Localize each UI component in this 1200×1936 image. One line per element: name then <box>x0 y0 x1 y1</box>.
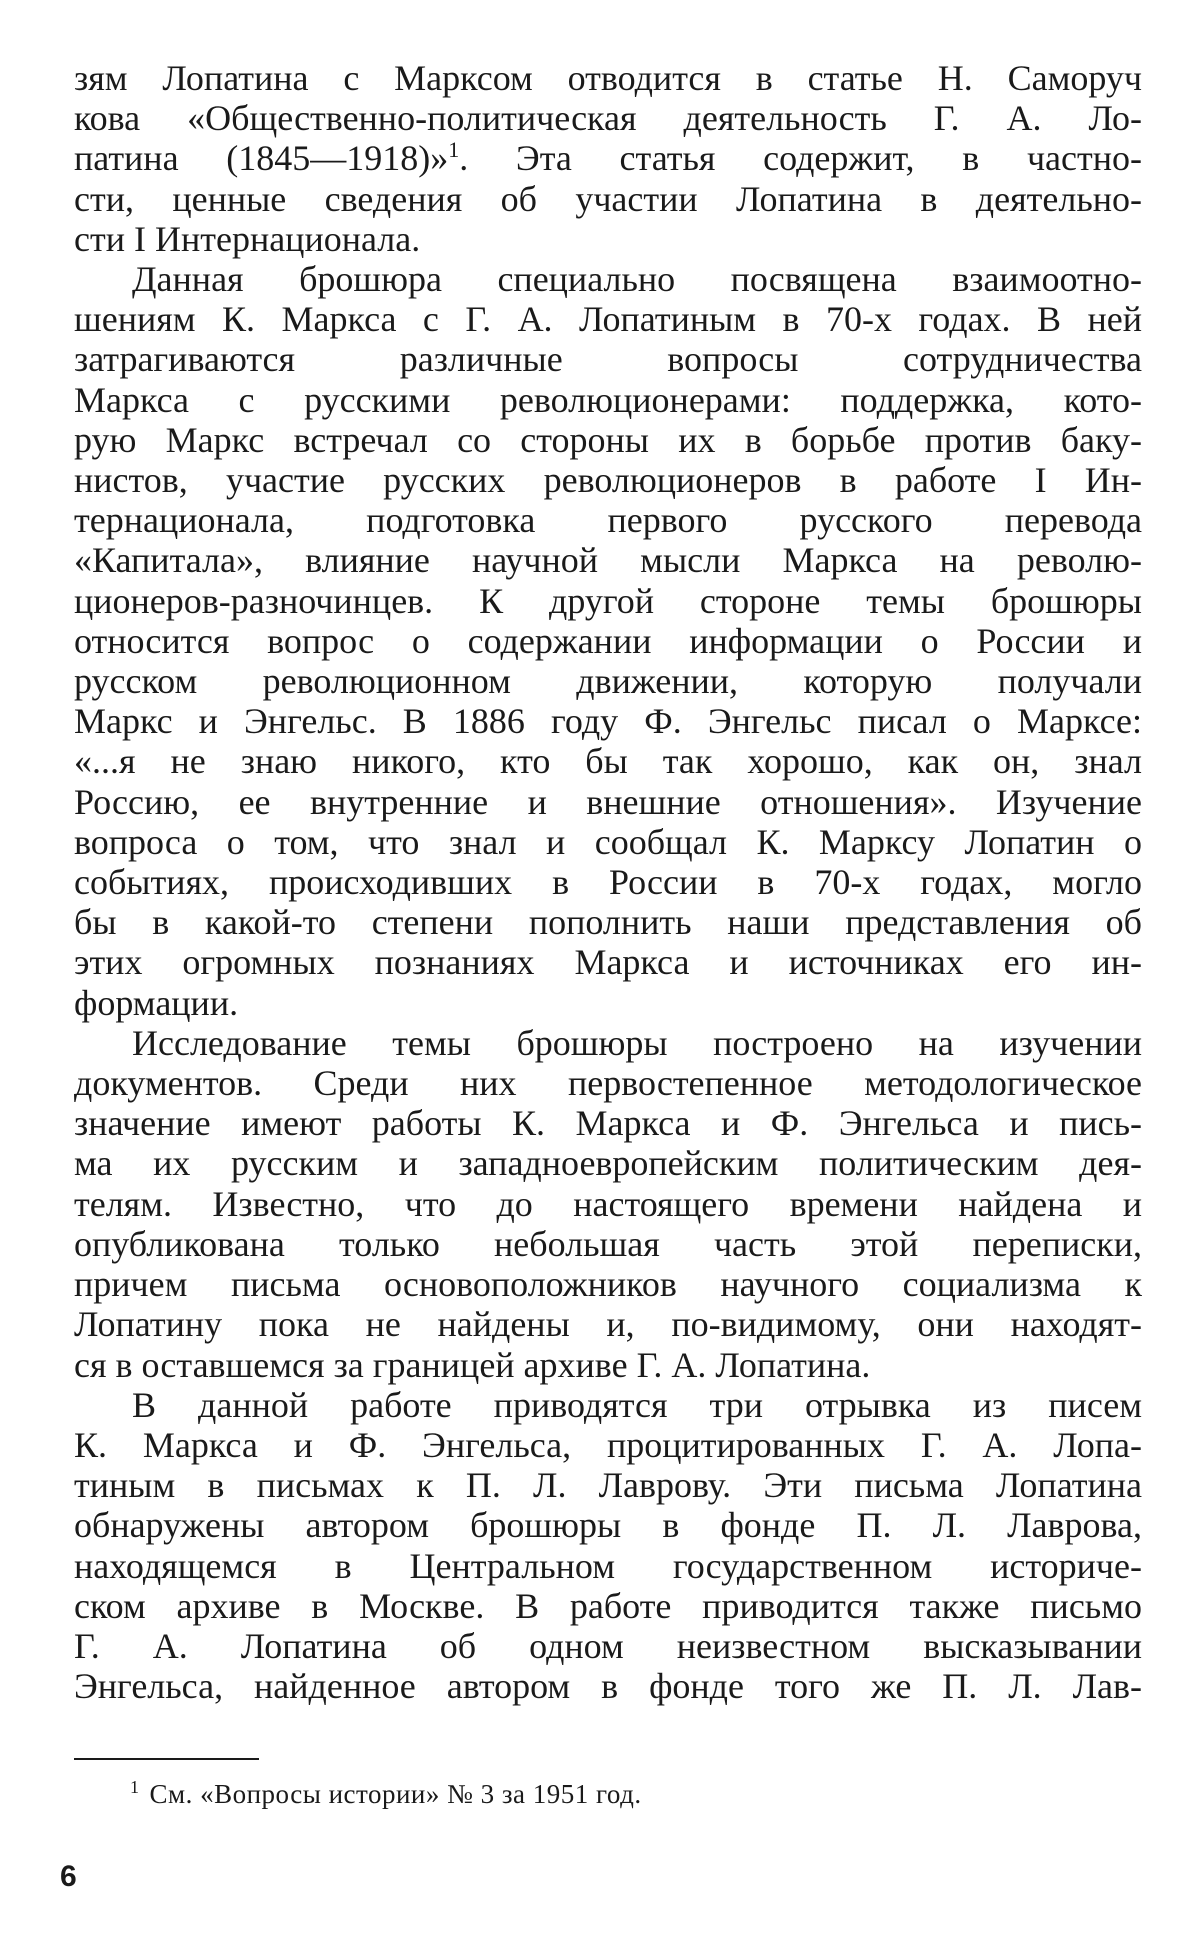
text-line: ском архиве в Москве. В работе приводится также письмо <box>74 1585 1142 1626</box>
text-line: находящемся в Центральном государственном историче- <box>74 1545 1142 1586</box>
page-number: 6 <box>60 1860 77 1893</box>
footnote-text: См. «Вопросы истории» № 3 за 1951 год. <box>149 1779 642 1809</box>
text-line: ся в оставшемся за границей архиве Г. А. Лопатина. <box>74 1344 871 1385</box>
text-line: Россию, ее внутренние и внешние отношения». Изучение <box>74 781 1142 822</box>
text-line: Лопатину пока не найдены и, по-видимому, они находят- <box>74 1304 1142 1345</box>
text-line: Данная брошюра специально посвящена взаимоотно- <box>132 259 1142 300</box>
text-line: зям Лопатина с Марксом отводится в статье Н. Саморуч <box>74 58 1142 98</box>
paragraph-1 <box>74 58 1142 259</box>
text-line: причем письма основоположников научного социализма к <box>74 1264 1142 1305</box>
text-line: кова «Общественно-политическая деятельность Г. А. Ло- <box>74 98 1142 139</box>
text-line: бы в какой-то степени пополнить наши представления об <box>74 902 1142 943</box>
text-line: Энгельса, найденное автором в фонде того же П. Л. Лав- <box>74 1666 1142 1707</box>
text-line: Исследование темы брошюры построено на изучении <box>132 1022 1142 1063</box>
text-line: рую Маркс встречал со стороны их в борьбе против баку- <box>74 419 1142 460</box>
text-line: сти I Интернационала. <box>74 218 421 259</box>
text-line: событиях, происходивших в России в 70-х годах, могло <box>74 862 1142 903</box>
text-line: сти, ценные сведения об участии Лопатина в деятельно- <box>74 178 1142 219</box>
text-line: формации. <box>74 982 239 1023</box>
text-line: обнаружены автором брошюры в фонде П. Л. Лаврова, <box>74 1505 1142 1546</box>
text-line: В данной работе приводятся три отрывка из писем <box>132 1384 1142 1425</box>
text-line-head: патина (1845—1918)» <box>74 138 449 179</box>
text-line: значение имеют работы К. Маркса и Ф. Энгельса и пись- <box>74 1103 1142 1144</box>
page-body <box>74 58 1142 1706</box>
text-line: документов. Среди них первостепенное методологическое <box>74 1063 1142 1104</box>
text-line: телям. Известно, что до настоящего времени найдена и <box>74 1183 1142 1224</box>
text-line: затрагиваются различные вопросы сотрудничества <box>74 339 1142 380</box>
text-line: шениям К. Маркса с Г. А. Лопатиным в 70-х годах. В ней <box>74 299 1142 340</box>
text-line: «Капитала», влияние научной мысли Маркса на револю- <box>74 540 1142 581</box>
footnote-reference[interactable]: 1 <box>448 137 460 163</box>
text-line <box>74 138 1142 178</box>
text-line: нистов, участие русских революционеров в работе I Ин- <box>74 460 1142 501</box>
text-line: ционеров-разночинцев. К другой стороне темы брошюры <box>74 580 1142 621</box>
text-line: относится вопрос о содержании информации о России и <box>74 620 1142 661</box>
text-line: русском революционном движении, которую получали <box>74 661 1142 702</box>
text-line: «...я не знаю никого, кто бы так хорошо, как он, знал <box>74 741 1142 782</box>
text-line: Маркса с русскими революционерами: поддержка, кото- <box>74 379 1142 420</box>
text-line: опубликована только небольшая часть этой переписки, <box>74 1223 1142 1264</box>
text-line: ма их русским и западноевропейским политическим дея- <box>74 1143 1142 1184</box>
text-line-tail: . Эта статья содержит, в частно- <box>459 138 1142 179</box>
text-line: Г. А. Лопатина об одном неизвестном высказывании <box>74 1625 1142 1666</box>
paragraph-2 <box>74 259 1142 1023</box>
footnote <box>130 1778 642 1810</box>
paragraph-3 <box>74 1023 1142 1385</box>
text-line: тиным в письмах к П. Л. Лаврову. Эти письма Лопатина <box>74 1465 1142 1506</box>
text-line: вопроса о том, что знал и сообщал К. Марксу Лопатин о <box>74 821 1142 862</box>
text-line: К. Маркса и Ф. Энгельса, процитированных Г. А. Лопа- <box>74 1424 1142 1465</box>
text-line: тернационала, подготовка первого русского перевода <box>74 500 1142 541</box>
footnote-mark: 1 <box>130 1777 140 1797</box>
text-line: этих огромных познаниях Маркса и источниках его ин- <box>74 942 1142 983</box>
footnote-divider <box>74 1758 259 1760</box>
text-line: Маркс и Энгельс. В 1886 году Ф. Энгельс писал о Марксе: <box>74 701 1142 742</box>
paragraph-4 <box>74 1385 1142 1707</box>
